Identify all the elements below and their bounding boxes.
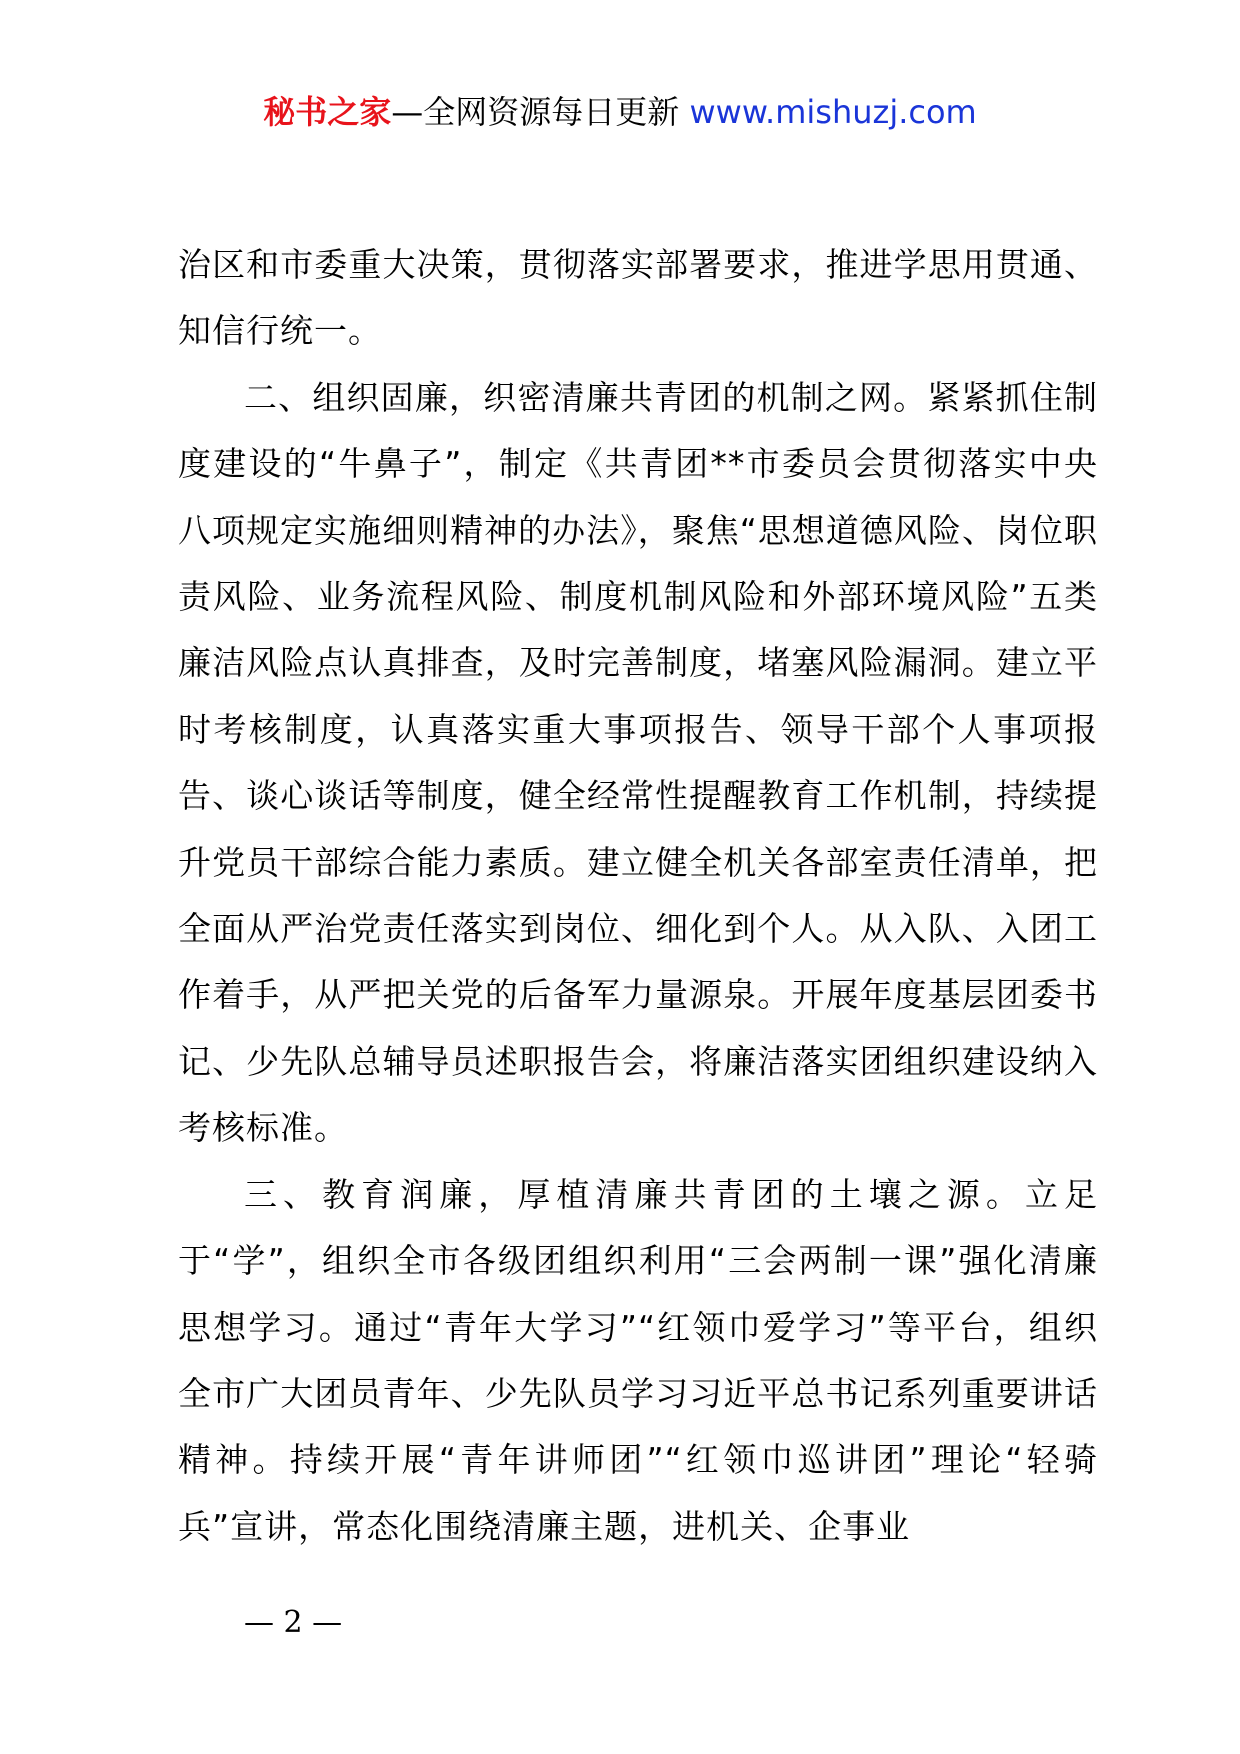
paragraph-section-three: 三、教育润廉，厚植清廉共青团的土壤之源。立足于“学”，组织全市各级团组织利用“三会两制一课”强化清廉思想学习。通过“青年大学习”“红领巾爱学习”等平台，组织全市广大团员青年、少先队员学习习近平总书记系列重要讲话精神。持续开展“青年讲师团”“红领巾巡讲团”理论“轻骑兵”宣讲，常态化围绕清廉主题，进机关、企事业 <box>178 1174 1098 1546</box>
brand-name: 秘书之家 <box>263 93 392 131</box>
paragraph-continuation: 治区和市委重大决策，贯彻落实部署要求，推进学思用贯通、知信行统一。 <box>178 245 1098 351</box>
document-body <box>178 232 1098 1560</box>
paragraph-section-two: 二、组织固廉，织密清廉共青团的机制之网。紧紧抓住制度建设的“牛鼻子”，制定《共青团**市委员会贯彻落实中央八项规定实施细则精神的办法》，聚焦“思想道德风险、岗位职责风险、业务流程风险、制度机制风险和外部环境风险”五类廉洁风险点认真排查，及时完善制度，堵塞风险漏洞。建立平时考核制度，认真落实重大事项报告、领导干部个人事项报告、谈心谈话等制度，健全经常性提醒教育工作机制，持续提升党员干部综合能力素质。建立健全机关各部室责任清单，把全面从严治党责任落实到岗位、细化到个人。从入队、入团工作着手，从严把关党的后备军力量源泉。开展年度基层团委书记、少先队总辅导员述职报告会，将廉洁落实团组织建设纳入考核标准。 <box>178 377 1098 1148</box>
site-banner <box>0 92 1240 132</box>
site-url-link[interactable]: www.mishuzj.com <box>689 93 977 131</box>
banner-slogan: —全网资源每日更新 <box>391 93 690 131</box>
page-number: — 2 — <box>244 1605 343 1640</box>
